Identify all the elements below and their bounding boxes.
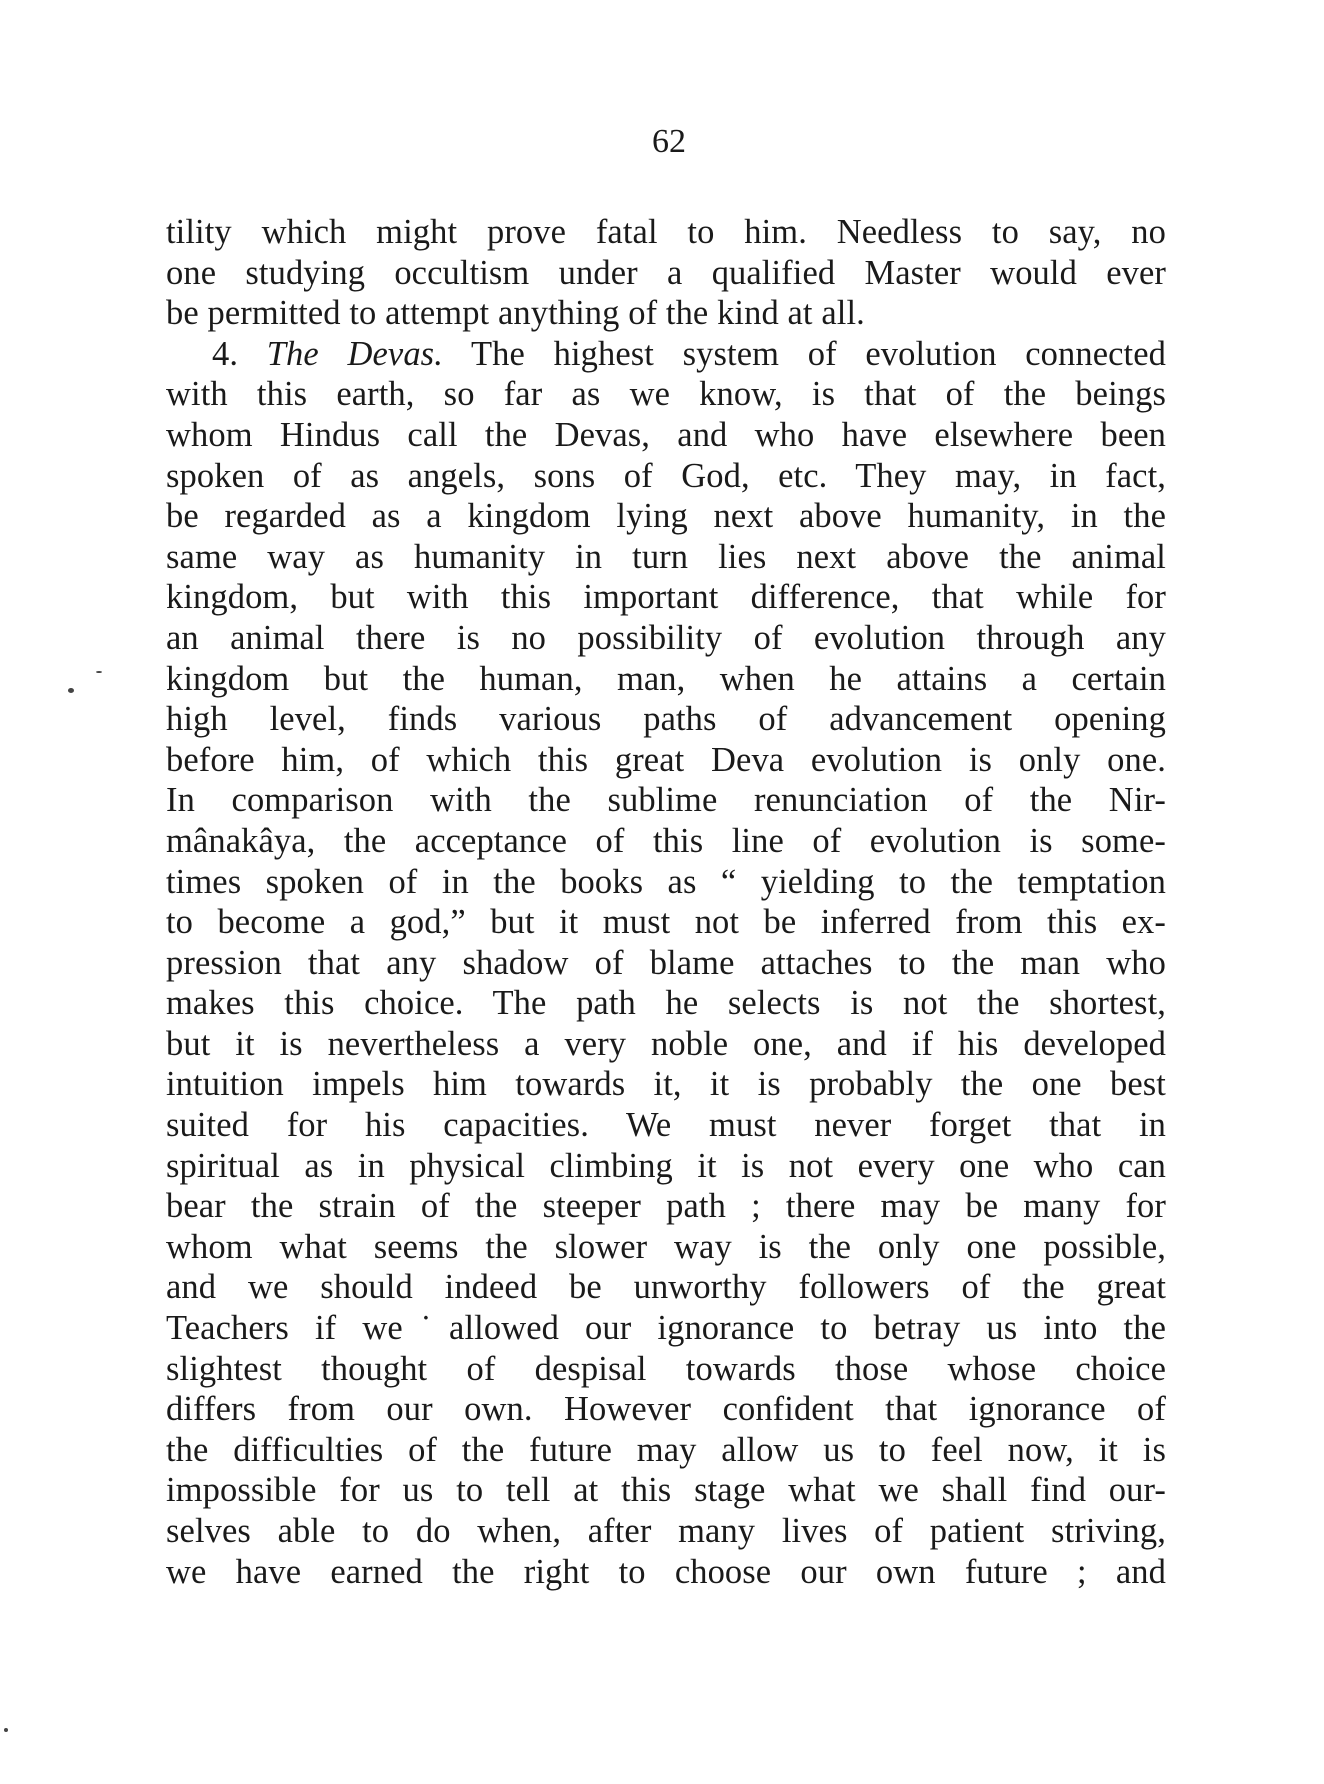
line-text: times spoken of in the books as “ yielding to the temptation — [166, 862, 1166, 901]
text-line — [166, 212, 1166, 253]
line-text: intuition impels him towards it, it is probably the one best — [166, 1065, 1166, 1104]
text-line — [166, 1511, 1166, 1552]
text-line — [166, 1186, 1166, 1227]
line-text: be permitted to attempt anything of the kind at all. — [166, 294, 865, 333]
body-text — [166, 212, 1166, 1592]
text-line — [166, 456, 1166, 497]
line-text: spoken of as angels, sons of God, etc. They may, in fact, — [166, 456, 1166, 495]
line-text: but it is nevertheless a very noble one, and if his developed — [166, 1024, 1166, 1063]
line-text: before him, of which this great Deva evolution is only one. — [166, 740, 1166, 779]
scan-speck — [4, 1728, 8, 1732]
line-text: impossible for us to tell at this stage what we shall find our- — [166, 1471, 1166, 1510]
line-text: the difficulties of the future may allow us to feel now, it is — [166, 1430, 1166, 1469]
line-text: selves able to do when, after many lives of patient striving, — [166, 1512, 1166, 1550]
text-line — [166, 1470, 1166, 1511]
scan-speck — [68, 688, 74, 693]
text-line — [166, 943, 1166, 984]
text-line — [166, 293, 1166, 334]
text-line — [166, 659, 1166, 700]
line-text: and we should indeed be unworthy followers of the great — [166, 1268, 1166, 1307]
text-line — [166, 699, 1166, 740]
text-line — [166, 253, 1166, 294]
text-line — [166, 618, 1166, 659]
line-text: differs from our own. However confident that ignorance of — [166, 1390, 1166, 1429]
page-number: 62 — [652, 123, 686, 160]
line-text: Teachers if we˙allowed our ignorance to betray us into the — [166, 1309, 1166, 1348]
line-text: bear the strain of the steeper path ; there may be many for — [166, 1187, 1166, 1226]
text-line — [166, 983, 1166, 1024]
text-line — [166, 334, 1166, 375]
text-line — [166, 1552, 1166, 1593]
section-number: 4. — [212, 334, 267, 373]
line-text: The highest system of evolution connected — [442, 334, 1166, 373]
line-text: one studying occultism under a qualified Master would ever — [166, 253, 1166, 292]
line-text: pression that any shadow of blame attaches to the man who — [166, 943, 1166, 982]
text-line — [166, 1105, 1166, 1146]
line-text: slightest thought of despisal towards those whose choice — [166, 1349, 1166, 1388]
text-line — [166, 902, 1166, 943]
line-text: kingdom but the human, man, when he attains a certain — [166, 659, 1166, 698]
text-line — [166, 1349, 1166, 1390]
text-line — [166, 537, 1166, 578]
text-line — [166, 780, 1166, 821]
line-text: same way as humanity in turn lies next above the animal — [166, 537, 1166, 576]
line-text: high level, finds various paths of advancement opening — [166, 700, 1166, 739]
line-text: to become a god,” but it must not be inferred from this ex- — [166, 903, 1166, 942]
text-line — [166, 415, 1166, 456]
text-line — [166, 577, 1166, 618]
text-line — [166, 1308, 1166, 1349]
line-text: In comparison with the sublime renunciation of the Nir- — [166, 781, 1166, 820]
line-text: kingdom, but with this important difference, that while for — [166, 578, 1166, 617]
text-line — [166, 1430, 1166, 1471]
text-line — [166, 1227, 1166, 1268]
line-text: an animal there is no possibility of evolution through any — [166, 618, 1166, 657]
scan-speck — [96, 671, 102, 673]
line-text: suited for his capacities. We must never forget that in — [166, 1106, 1166, 1145]
line-text: tility which might prove fatal to him. Needless to say, no — [166, 213, 1166, 251]
text-line — [166, 1389, 1166, 1430]
text-line — [166, 496, 1166, 537]
text-line — [166, 821, 1166, 862]
section-heading: The Devas. — [266, 334, 443, 373]
text-line — [166, 1146, 1166, 1187]
line-text: makes this choice. The path he selects is not the shortest, — [166, 984, 1166, 1023]
text-line — [166, 740, 1166, 781]
line-text: be regarded as a kingdom lying next above humanity, in the — [166, 497, 1166, 536]
line-text: whom what seems the slower way is the only one possible, — [166, 1227, 1166, 1266]
line-text: we have earned the right to choose our own future ; and — [166, 1552, 1166, 1591]
text-line — [166, 374, 1166, 415]
line-text: with this earth, so far as we know, is that of the beings — [166, 375, 1166, 414]
text-line — [166, 1064, 1166, 1105]
line-text: whom Hindus call the Devas, and who have elsewhere been — [166, 415, 1166, 454]
line-text: spiritual as in physical climbing it is not every one who can — [166, 1146, 1166, 1185]
line-text: mânakâya, the acceptance of this line of evolution is some- — [166, 821, 1166, 860]
text-line — [166, 1267, 1166, 1308]
text-line — [166, 1024, 1166, 1065]
text-line — [166, 862, 1166, 903]
